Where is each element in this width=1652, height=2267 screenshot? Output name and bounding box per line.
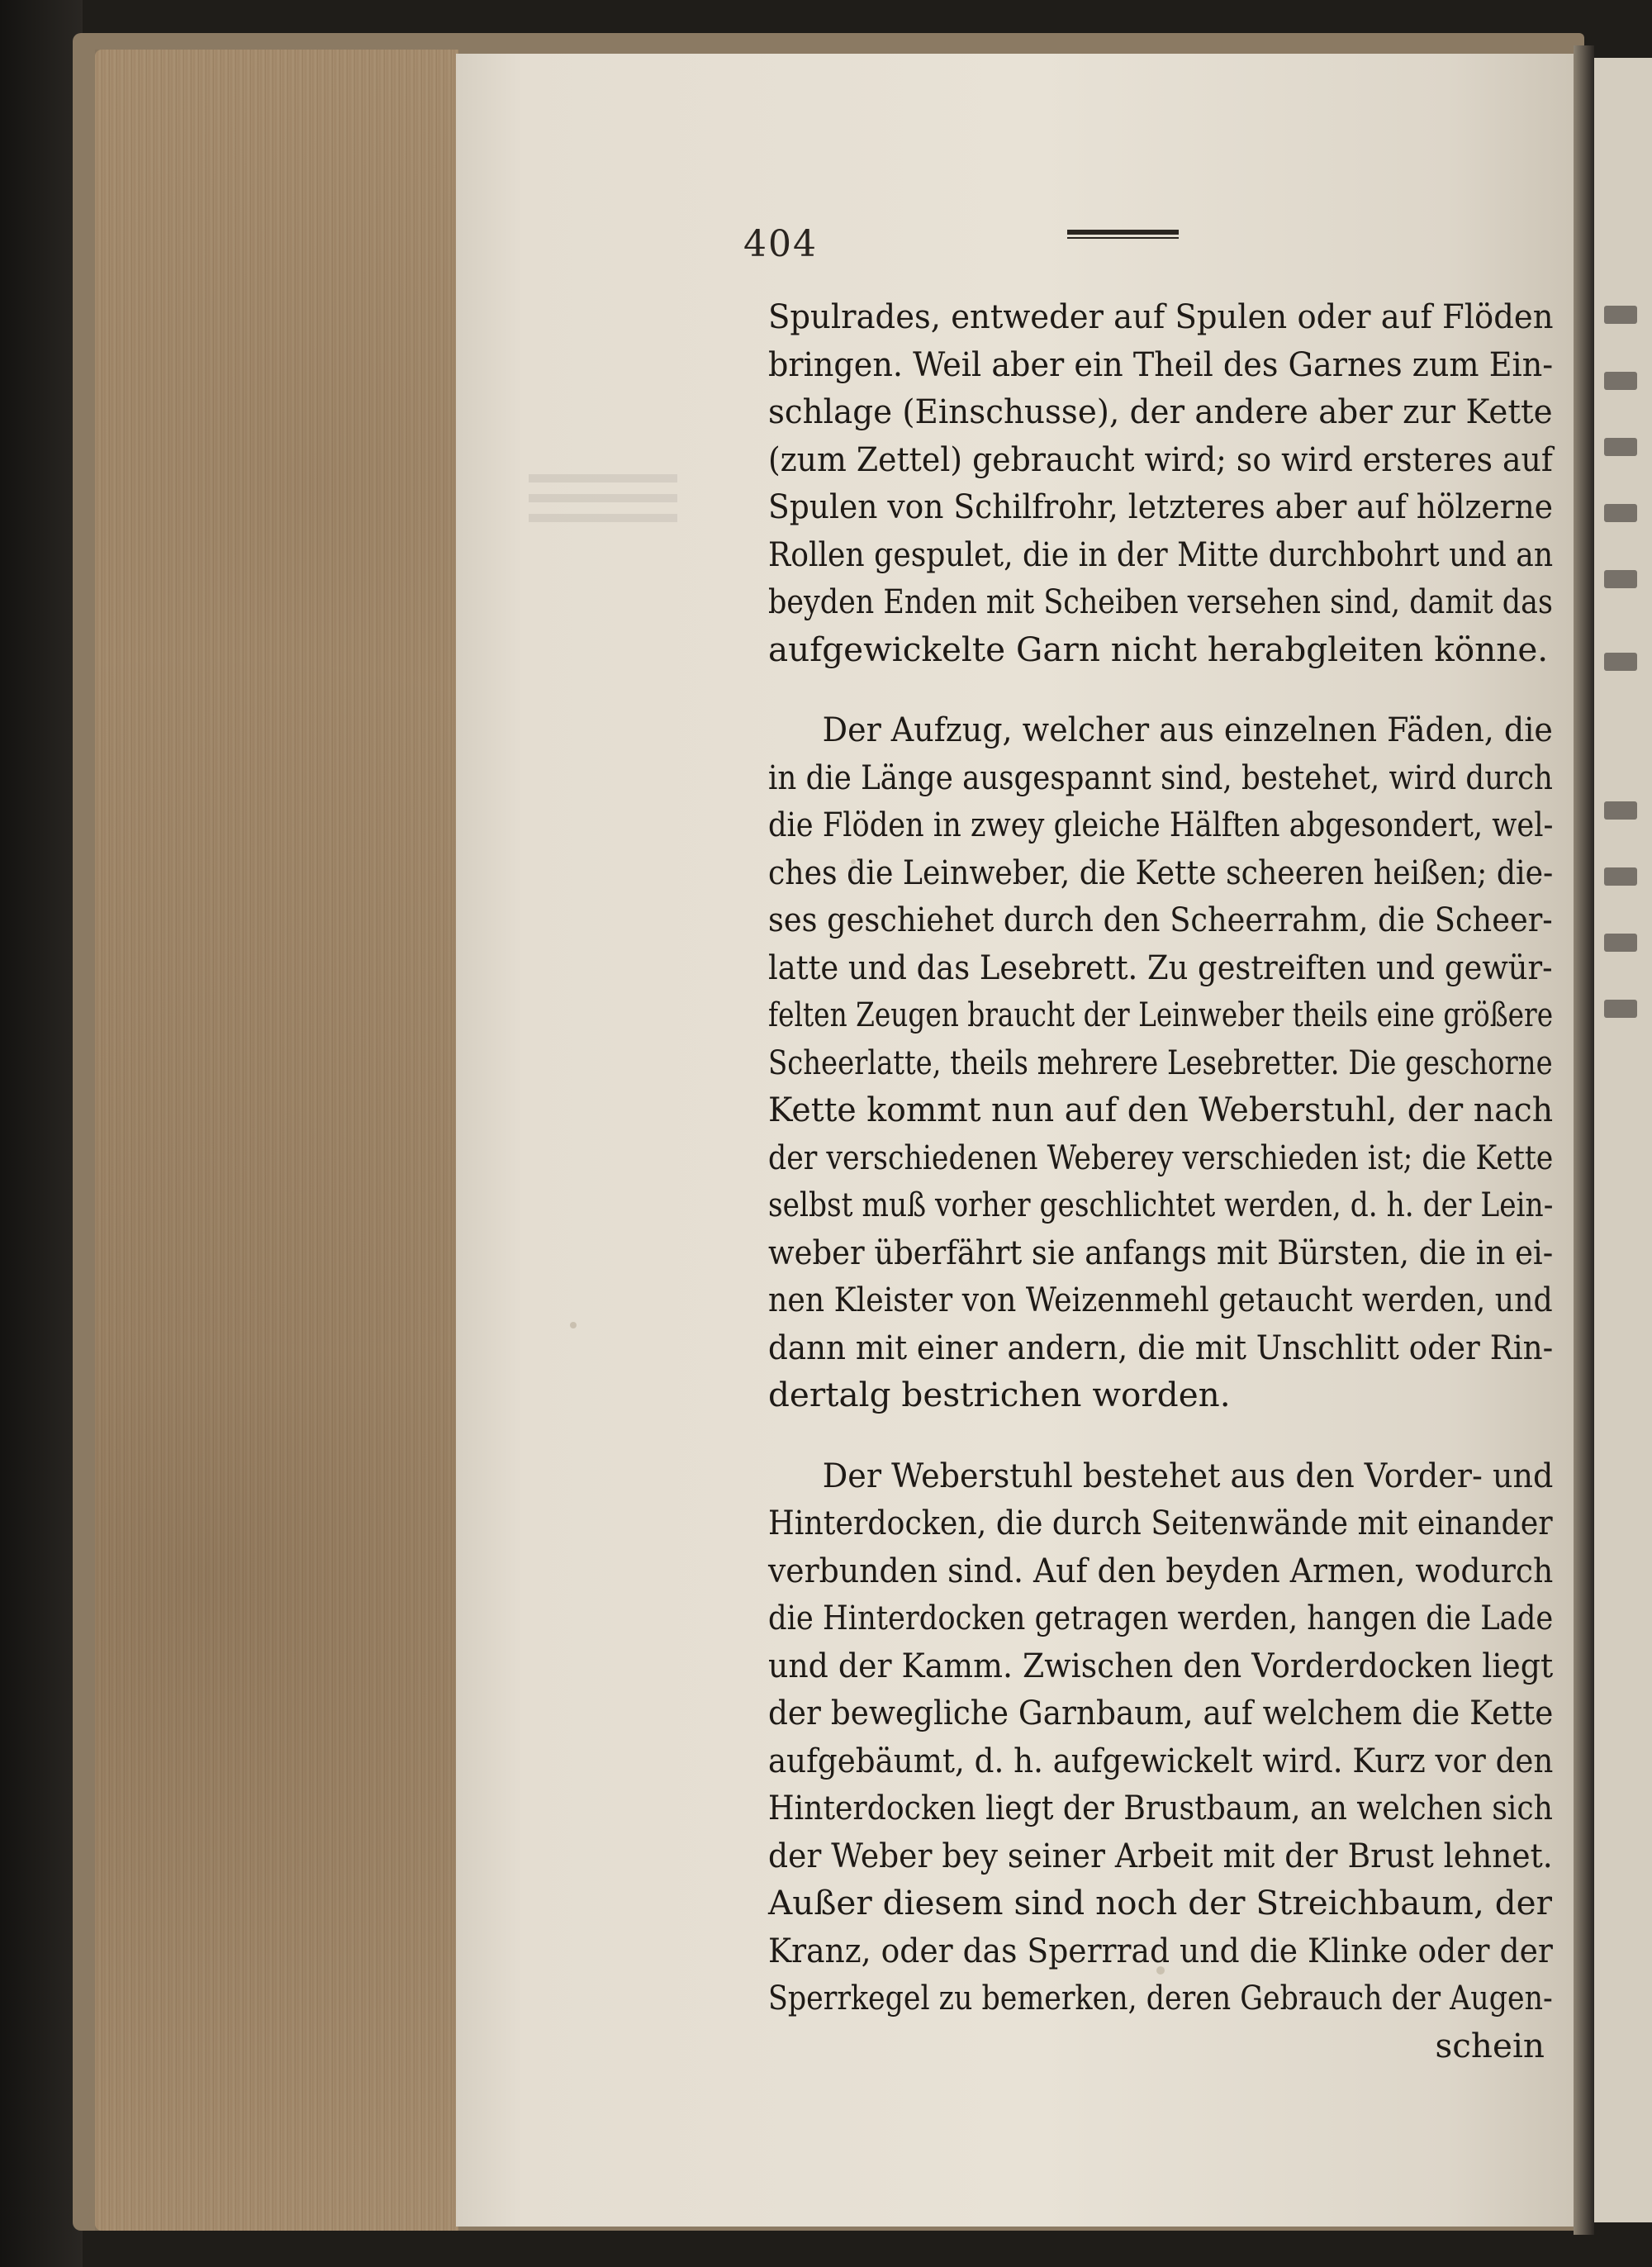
facing-text-fragment	[1604, 372, 1637, 390]
text-line: Der Aufzug, welcher aus einzelnen Fäden, die	[822, 710, 1553, 749]
text-column	[768, 293, 1553, 2070]
text-line: der Weber bey seiner Arbeit mit der Brust lehnet.	[768, 1835, 1553, 1875]
text-line: aufgebäumt, d. h. aufgewickelt wird. Kurz vor den	[768, 1740, 1554, 1780]
facing-page-edge	[1594, 58, 1652, 2222]
text-line: dann mit einer andern, die mit Unschlitt oder Rin-	[768, 1327, 1554, 1367]
page-header	[743, 223, 1272, 273]
facing-text-fragment	[1604, 1000, 1637, 1018]
text-line: Hinterdocken liegt der Brustbaum, an welchen sich	[768, 1788, 1553, 1827]
page-number: 404	[743, 223, 818, 265]
text-line: beyden Enden mit Scheiben versehen sind, damit das	[768, 582, 1553, 621]
text-line: felten Zeugen braucht der Leinweber theils eine größere	[768, 995, 1554, 1034]
text-line: (zum Zettel) gebraucht wird; so wird ersteres auf	[768, 439, 1553, 479]
text-line: schlage (Einschusse), der andere aber zur Kette	[768, 392, 1553, 431]
facing-text-fragment	[1604, 934, 1637, 952]
backdrop	[0, 0, 83, 2267]
text-line: die Flöden in zwey gleiche Hälften abgesondert, wel-	[768, 805, 1554, 844]
text-line: und der Kamm. Zwischen den Vorderdocken liegt	[768, 1645, 1554, 1685]
paragraph-3	[768, 1452, 1553, 2070]
text-line: Außer diesem sind noch der Streichbaum, der	[768, 1883, 1552, 1922]
text-line: weber überfährt sie anfangs mit Bürsten, die in ei-	[768, 1232, 1554, 1272]
text-line: bringen. Weil aber ein Theil des Garnes zum Ein-	[768, 344, 1554, 384]
text-line: nen Kleister von Weizenmehl getaucht werden, und	[768, 1280, 1553, 1319]
text-line: Kranz, oder das Sperrrad und die Klinke oder der	[768, 1930, 1553, 1970]
facing-text-fragment	[1604, 867, 1637, 886]
text-line: in die Länge ausgespannt sind, bestehet, wird durch	[768, 757, 1553, 797]
text-line: selbst muß vorher geschlichtet werden, d. h. der Lein-	[768, 1185, 1554, 1224]
text-line: der bewegliche Garnbaum, auf welchem die Kette	[768, 1693, 1554, 1732]
text-line: ses geschiehet durch den Scheerrahm, die Scheer-	[768, 900, 1553, 939]
text-line: Sperrkegel zu bemerken, deren Gebrauch der Augen-	[768, 1978, 1553, 2017]
text-line: latte und das Lesebrett. Zu gestreiften und gewür-	[768, 947, 1553, 987]
paragraph-1	[768, 293, 1553, 673]
header-rule	[1067, 230, 1179, 239]
book-gutter	[1574, 45, 1594, 2235]
text-line: die Hinterdocken getragen werden, hangen die Lade	[768, 1598, 1554, 1637]
catchword: schein	[1435, 2025, 1545, 2065]
paper-spot	[570, 1322, 577, 1328]
text-line: dertalg bestrichen worden.	[768, 1375, 1231, 1414]
facing-text-fragment	[1604, 504, 1637, 522]
text-line: der verschiedenen Weberey verschieden ist; die Kette	[768, 1137, 1554, 1177]
text-line: Spulrades, entweder auf Spulen oder auf Flöden	[768, 297, 1554, 336]
text-line: Hinterdocken, die durch Seitenwände mit einander	[768, 1503, 1553, 1542]
facing-text-fragment	[1604, 306, 1637, 324]
show-through-text	[529, 463, 677, 562]
facing-text-fragment	[1604, 438, 1637, 456]
facing-text-fragment	[1604, 653, 1637, 671]
facing-text-fragment	[1604, 801, 1637, 820]
facing-text-fragment	[1604, 570, 1637, 588]
text-line: Spulen von Schilfrohr, letzteres aber auf hölzerne	[768, 487, 1553, 526]
page-block-edge	[95, 50, 458, 2231]
text-line: Der Weberstuhl bestehet aus den Vorder- und	[822, 1455, 1554, 1495]
text-line: aufgewickelte Garn nicht herabgleiten könne.	[768, 629, 1549, 669]
text-line: Rollen gespulet, die in der Mitte durchbohrt und an	[768, 534, 1554, 574]
paragraph-2	[768, 706, 1553, 1419]
text-line: Scheerlatte, theils mehrere Lesebretter. Die geschorne	[768, 1042, 1553, 1082]
text-line: ches die Leinweber, die Kette scheeren heißen; die-	[768, 852, 1554, 892]
text-line: Kette kommt nun auf den Weberstuhl, der nach	[768, 1090, 1554, 1129]
text-line: verbunden sind. Auf den beyden Armen, wodurch	[768, 1550, 1554, 1590]
